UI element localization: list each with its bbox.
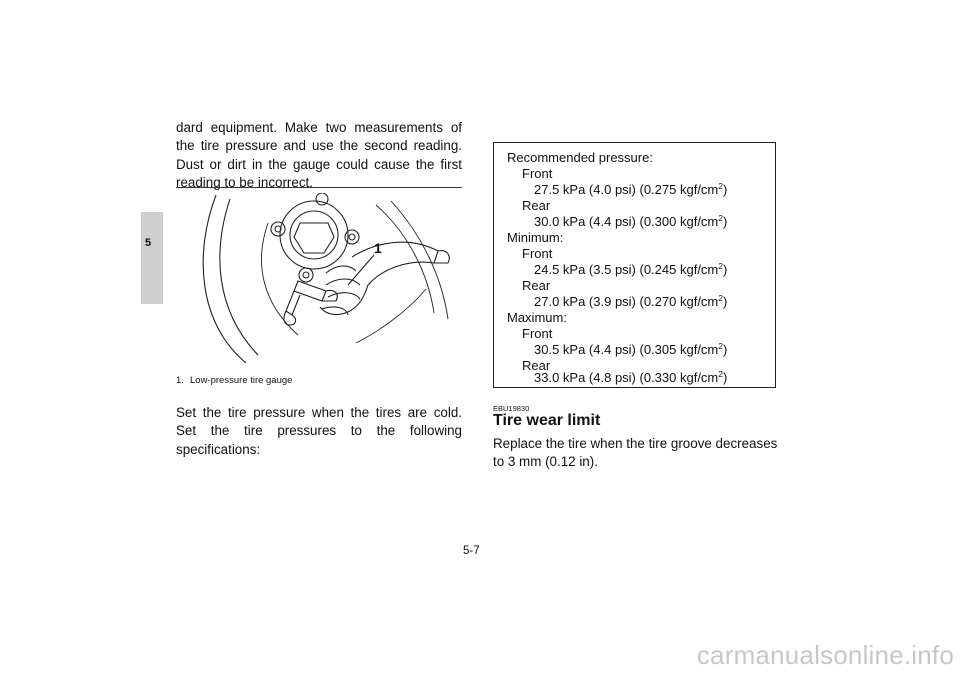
section-heading: Tire wear limit: [493, 412, 601, 429]
spec-minimum-rear-value: 27.0 kPa (3.9 psi) (0.270 kgf/$cm^2$): [534, 293, 728, 309]
spec-maximum-rear-label: Rear: [522, 358, 551, 373]
section-divider: [176, 187, 462, 188]
spec-recommended-front-label: Front: [522, 166, 553, 181]
figure-callout-number: 1: [374, 240, 382, 256]
pressure-spec-box: [493, 142, 776, 388]
caption-text: Low-pressure tire gauge: [190, 375, 293, 386]
spec-maximum-label: Maximum:: [507, 310, 567, 325]
tire-gauge-drawing: [176, 193, 462, 369]
spec-title: Recommended pressure:: [507, 150, 653, 165]
page-number: 5-7: [463, 545, 480, 557]
intro-paragraph: dard equipment. Make two measurements of the tire pressure and use the second reading. Dust or dirt in the gauge could cause the first reading to be incorrect.: [176, 120, 462, 191]
spec-recommended-rear-label: Rear: [522, 198, 551, 213]
spec-recommended-front-value: 27.5 kPa (4.0 psi) (0.275 kgf/$cm^2$): [534, 181, 728, 197]
spec-minimum-front-label: Front: [522, 246, 553, 261]
tire-arc-inner: [220, 199, 258, 355]
spec-recommended-rear-value: 30.0 kPa (4.4 psi) (0.300 kgf/$cm^2$): [534, 213, 728, 229]
tire-gauge-illustration: [176, 193, 462, 369]
spec-maximum-front-value: 30.5 kPa (4.4 psi) (0.305 kgf/$cm^2$): [534, 341, 728, 357]
watermark: carmanualsonline.info: [696, 640, 954, 670]
figure-caption: [176, 375, 292, 386]
chapter-tab-number: 5: [145, 237, 152, 249]
spec-minimum-label: Minimum:: [507, 230, 564, 245]
section-code: EBU19830: [493, 404, 530, 413]
tire-wear-text: Replace the tire when the tire groove decreases to 3 mm (0.12 in).: [493, 436, 778, 470]
pressure-instructions: Set the tire pressure when the tires are cold. Set the tire pressures to the following specifications:: [176, 405, 462, 457]
spec-maximum-rear-value: 33.0 kPa (4.8 psi) (0.330 kgf/$cm^2$): [534, 369, 728, 385]
callout-leader: [348, 255, 374, 285]
spec-maximum-front-label: Front: [522, 326, 553, 341]
chapter-tab: [141, 212, 163, 304]
spec-minimum-front-value: 24.5 kPa (3.5 psi) (0.245 kgf/$cm^2$): [534, 261, 728, 277]
caption-number: 1.: [176, 375, 184, 386]
spec-minimum-rear-label: Rear: [522, 278, 551, 293]
